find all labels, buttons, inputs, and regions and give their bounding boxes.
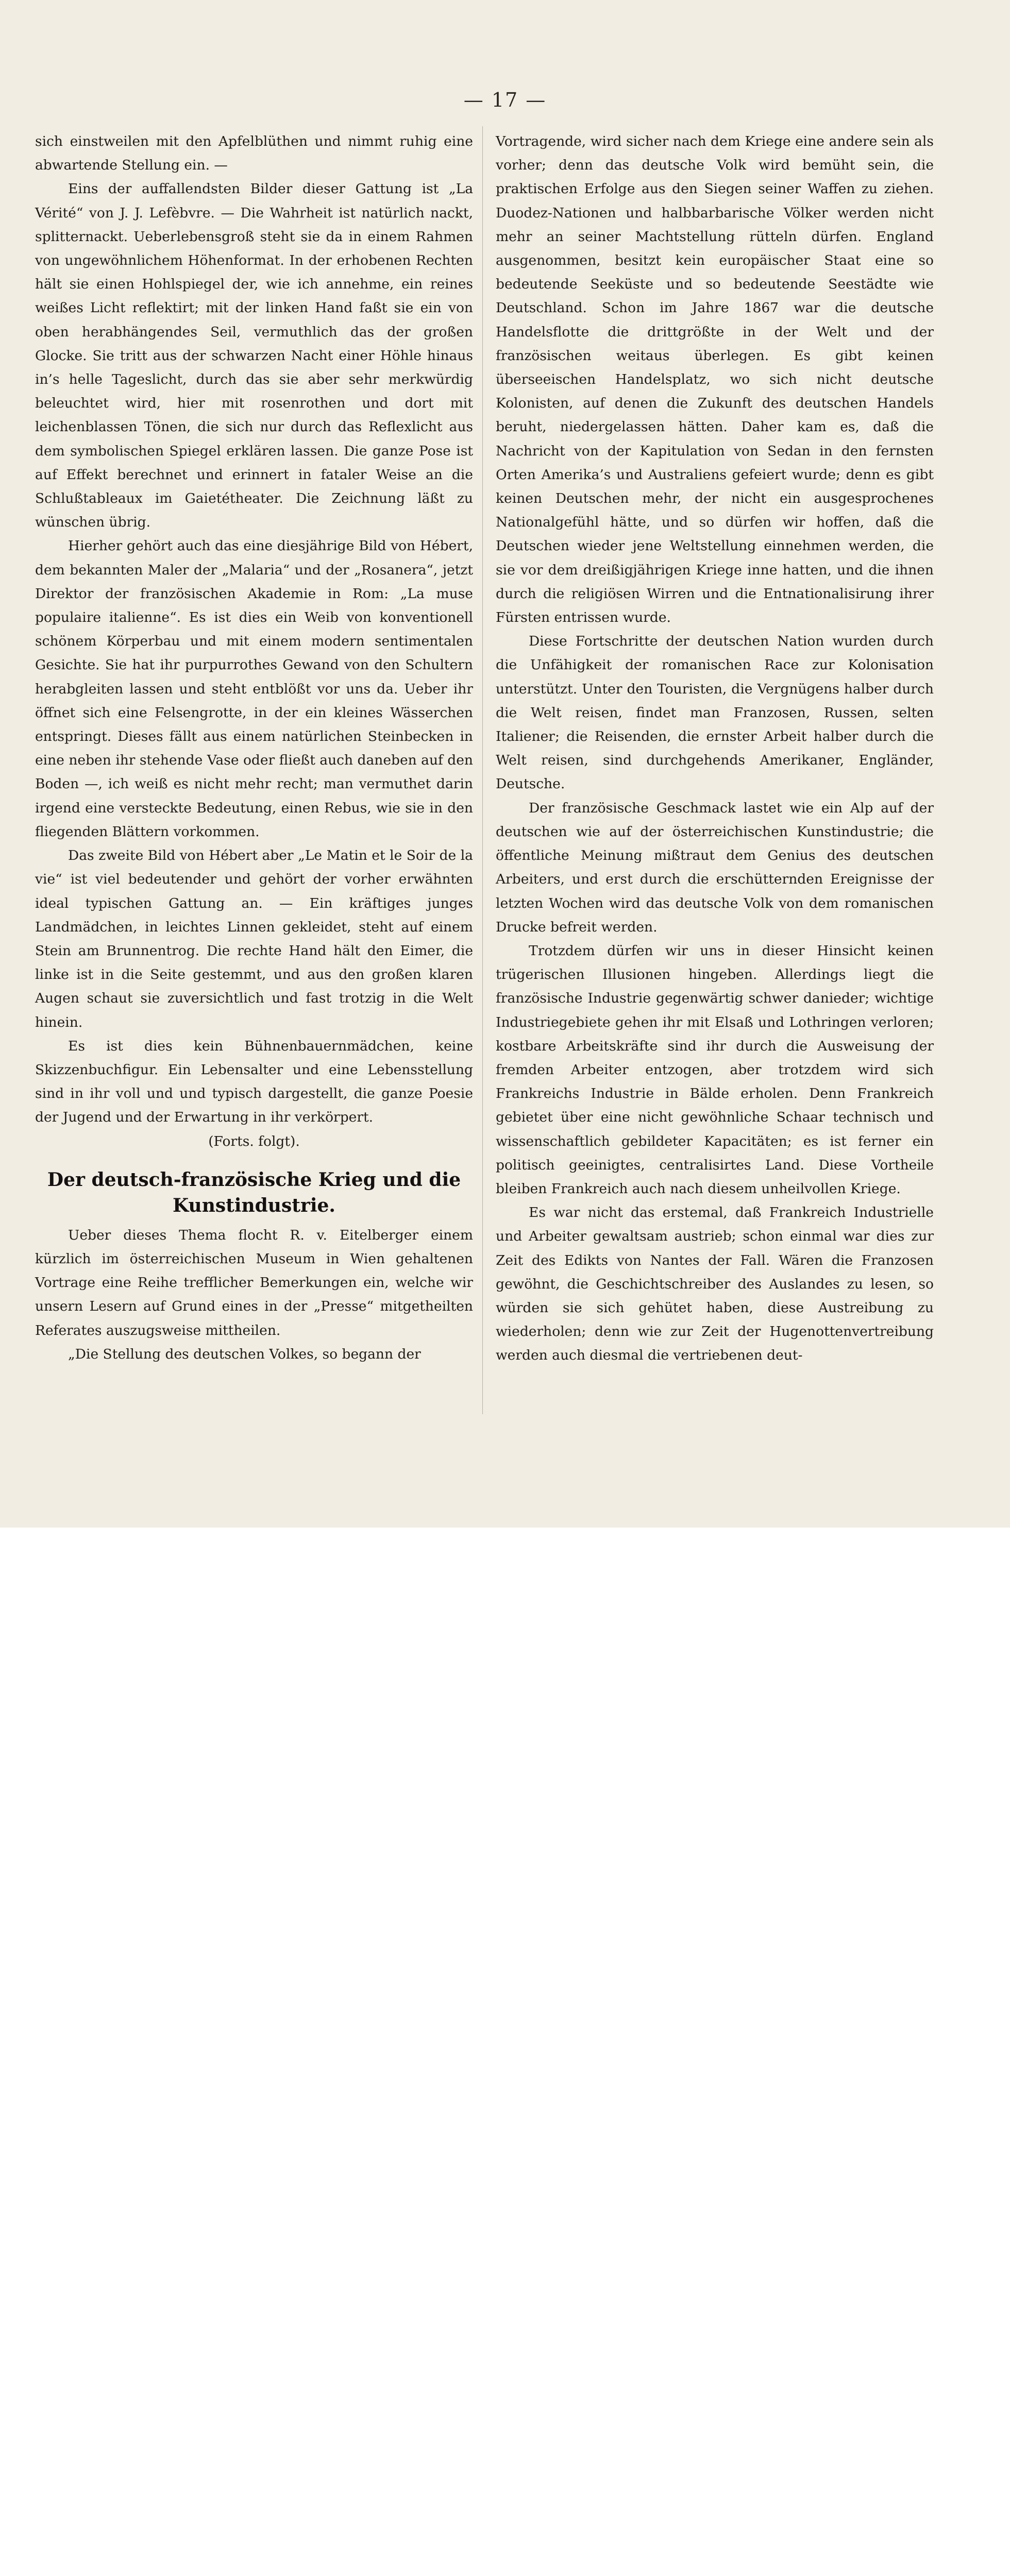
paragraph: „Die Stellung des deutschen Volkes, so begann der: [68, 1346, 421, 1362]
paragraph: Vortragende, wird sicher nach dem Kriege eine andere sein als vorher; denn das deutsche Volk wird bemüht sein, die praktischen Erfolge aus den Siegen seiner Waffen zu ziehen. Duodez-Nationen und halbbarbarische Völker werden nicht mehr an seiner Machtstellung rütteln dürfen. England ausgenommen, besitzt kein europäischer Staat eine so bedeutende Seeküste und so bedeutende Seestädte wie Deutschland. Schon im Jahre 1867 war die deutsche Handelsflotte die drittgrößte in der Welt und der französischen weitaus überlegen. Es gibt keinen überseeischen Handelsplatz, wo sich nicht deutsche Kolonisten, auf denen die Zukunft des deutschen Handels beruht, niedergelassen hätten. Daher kam es, daß die Nachricht von der Kapitulation von Sedan in den fernsten Orten Amerika’s und Australiens gefeiert wurde; denn es gibt keinen Deutschen mehr, der nicht ein ausgesprochenes Nationalgefühl hätte, und so dürfen wir hoffen, daß die Deutschen wieder jene Weltstellung einnehmen werden, die sie vor dem dreißigjährigen Kriege inne hatten, und die ihnen durch die religiösen Wirren und die Entnationalisirung ihrer Fürsten entrissen wurde.: [496, 133, 934, 626]
right-column: [496, 130, 934, 1368]
paragraph: Der französische Geschmack lastet wie ein Alp auf der deutschen wie auf der österreichischen Kunstindustrie; die öffentliche Meinung mißtraut dem Genius des deutschen Arbeiters, und erst durch die erschütternden Ereignisse der letzten Wochen wird das deutsche Volk von dem romanischen Drucke befreit werden.: [496, 800, 934, 935]
continuation-note: (Forts. folgt).: [208, 1133, 300, 1149]
page-number: — 17 —: [463, 89, 547, 111]
paragraph: Ueber dieses Thema flocht R. v. Eitelberger einem kürzlich im österreichischen Museum in Wien gehaltenen Vortrage eine Reihe trefflicher Bemerkungen ein, welche wir unsern Lesern auf Grund eines in der „Presse“ mitgetheilten Referates auszugsweise mittheilen.: [35, 1227, 473, 1338]
article-heading: Der deutsch-französische Krieg und die Kunstindustrie.: [47, 1168, 461, 1216]
column-divider: [482, 126, 483, 1414]
paragraph: Diese Fortschritte der deutschen Nation wurden durch die Unfähigkeit der romanischen Race zur Kolonisation unterstützt. Unter den Touristen, die Vergnügens halber durch die Welt reisen, findet man Franzosen, Russen, selten Italiener; die Reisenden, die ernster Arbeit halber durch die Welt reisen, sind durchgehends Amerikaner, Engländer, Deutsche.: [496, 633, 934, 792]
left-column: [35, 130, 473, 1366]
paragraph: sich einstweilen mit den Apfelblüthen und nimmt ruhig eine abwartende Stellung ein. —: [35, 133, 473, 174]
paragraph: Es war nicht das erstemal, daß Frankreich Industrielle und Arbeiter gewaltsam austrieb; schon einmal war dies zur Zeit des Edikts von Nantes der Fall. Wären die Franzosen gewöhnt, die Geschichtschreiber des Auslandes zu lesen, so würden sie sich gehütet haben, diese Austreibung zu wiederholen; denn wie zur Zeit der Hugenottenvertreibung werden auch diesmal die vertriebenen deut-: [496, 1205, 934, 1364]
paragraph: Hierher gehört auch das eine diesjährige Bild von Hébert, dem bekannten Maler der „Malaria“ und der „Rosanera“, jetzt Direktor der französischen Akademie in Rom: „La muse populaire italienne“. Es ist dies ein Weib von konventionell schönem Körperbau und mit einem modern sentimentalen Gesichte. Sie hat ihr purpurrothes Gewand von den Schultern herabgleiten lassen und steht entblößt vor uns da. Ueber ihr öffnet sich eine Felsengrotte, in der ein kleines Wässerchen entspringt. Dieses fällt aus einem natürlichen Steinbecken in eine neben ihr stehende Vase oder fließt auch daneben auf den Boden —, ich weiß es nicht mehr recht; man vermuthet darin irgend eine versteckte Bedeutung, einen Rebus, wie sie in den fliegenden Blättern vorkommen.: [35, 538, 473, 840]
footer-bar: [0, 1528, 1010, 1614]
paragraph: Das zweite Bild von Hébert aber „Le Matin et le Soir de la vie“ ist viel bedeutender und gehört der vorher erwähnten ideal typischen Gattung an. — Ein kräftiges junges Landmädchen, in leichtes Linnen gekleidet, steht auf einem Stein am Brunnentrog. Die rechte Hand hält den Eimer, die linke ist in die Seite gestemmt, und aus den großen klaren Augen schaut sie zuversichtlich und fast trotzig in die Welt hinein.: [35, 848, 473, 1030]
paragraph: Eins der auffallendsten Bilder dieser Gattung ist „La Vérité“ von J. J. Lefèbvre. — Die Wahrheit ist natürlich nackt, splitternackt. Ueberlebensgroß steht sie da in einem Rahmen von ungewöhnlichem Höhenformat. In der erhobenen Rechten hält sie einen Hohlspiegel der, wie ich annehme, ein reines weißes Licht reflektirt; mit der linken Hand faßt sie ein von oben herabhängendes Seil, vermuthlich das der großen Glocke. Sie tritt aus der schwarzen Nacht einer Höhle hinaus in’s helle Tageslicht, durch das sie aber sehr merkwürdig beleuchtet wird, hier mit rosenrothen und dort mit leichenblassen Tönen, die sich nur durch das Reflexlicht aus dem symbolischen Spiegel erklären lassen. Die ganze Pose ist auf Effekt berechnet und erinnert in fataler Weise an die Schlußtableaux im Gaietétheater. Die Zeichnung läßt zu wünschen übrig.: [35, 181, 473, 531]
paragraph: Es ist dies kein Bühnenbauernmädchen, keine Skizzenbuchfigur. Ein Lebensalter und eine Lebensstellung sind in ihr voll und und typisch dargestellt, die ganze Poesie der Jugend und der Erwartung in ihr verkörpert.: [35, 1038, 473, 1126]
paragraph: Trotzdem dürfen wir uns in dieser Hinsicht keinen trügerischen Illusionen hingeben. Allerdings liegt die französische Industrie gegenwärtig schwer danieder; wichtige Industriegebiete gehen ihr mit Elsaß und Lothringen verloren; kostbare Arbeitskräfte sind ihr durch die Ausweisung der fremden Arbeiter entzogen, aber trotzdem wird sich Frankreichs Industrie in Bälde erholen. Denn Frankreich gebietet über eine nicht gewöhnliche Schaar technisch und wissenschaftlich gebildeter Kapacitäten; es ist ferner ein politisch geeinigtes, centralisirtes Land. Diese Vortheile bleiben Frankreich auch nach diesem unheilvollen Kriege.: [496, 942, 934, 1197]
